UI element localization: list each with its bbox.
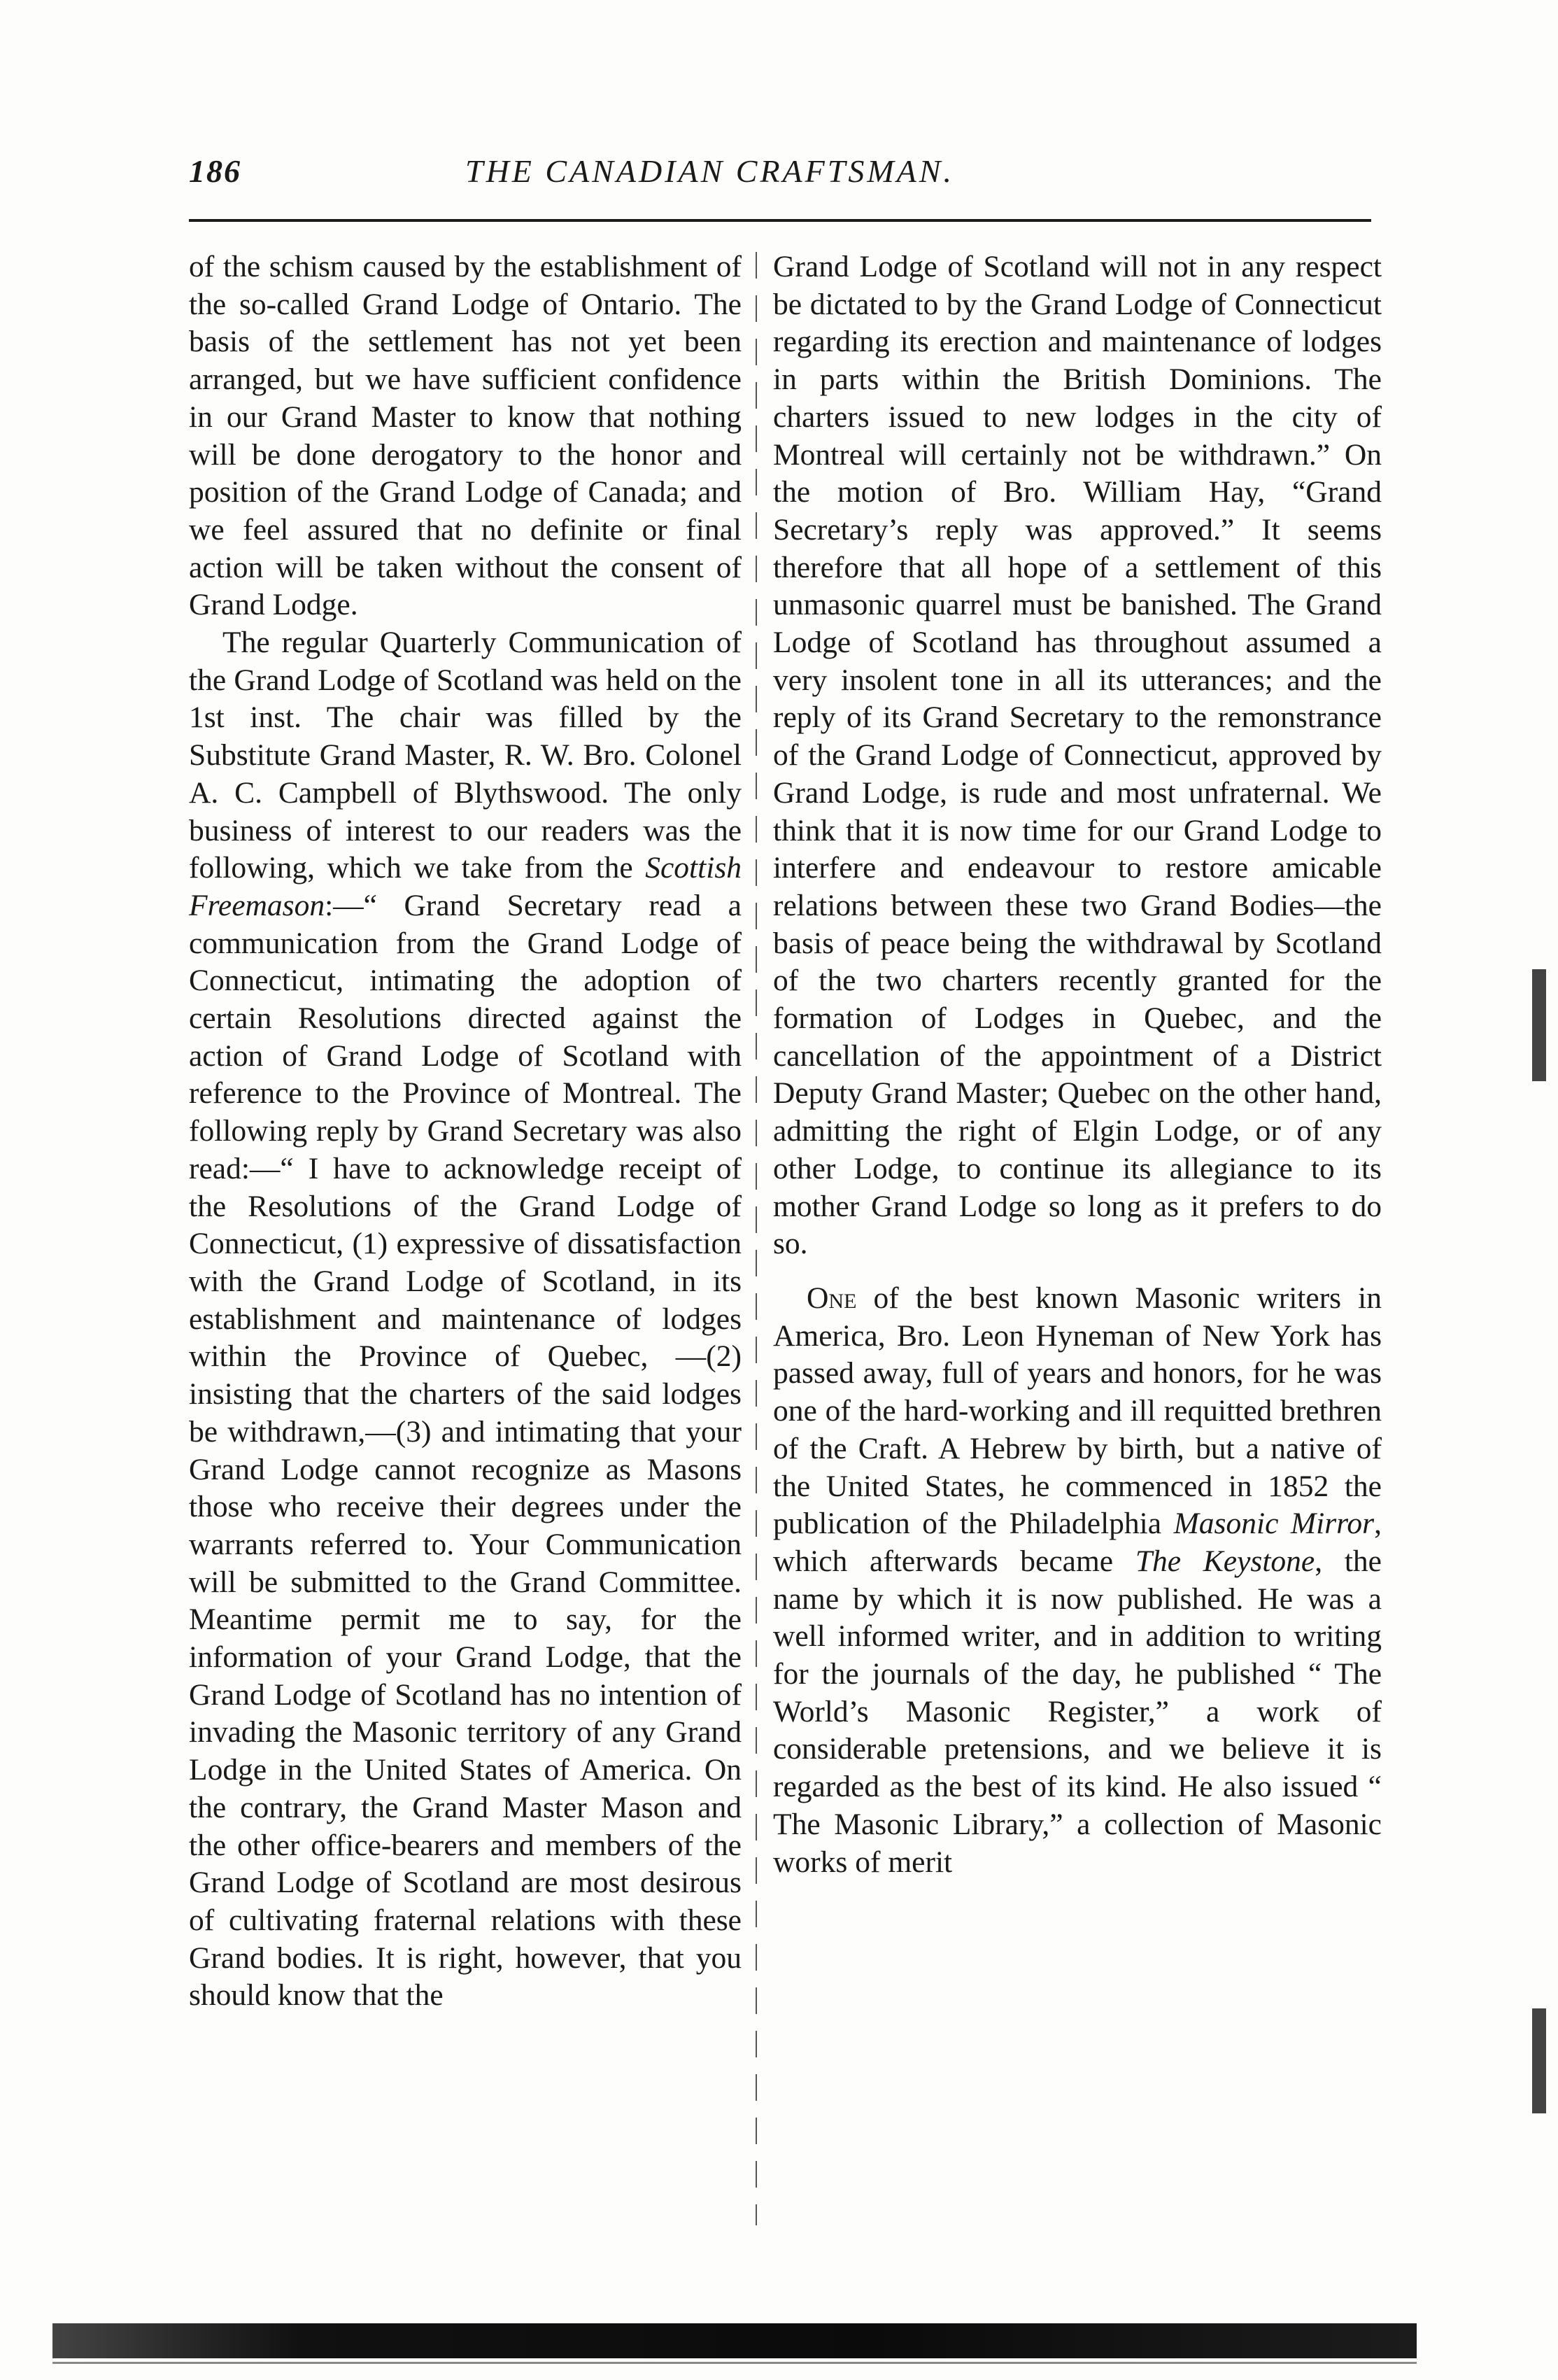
paragraph-grand-lodge-scotland-reply: Grand Lodge of Scotland will not in any respect be dictated to by the Grand Lodge of Connecticut regarding its erection and maintenance of lodges in parts within the British Dominions. The charters issued to new lodges in the city of Montreal will certainly not be withdrawn.” On the motion of Bro. William Hay, “Grand Secretary’s reply was approved.” It seems therefore that all hope of a settlement of this unmasonic quarrel must be banished. The Grand Lodge of Scotland has throughout assumed a very insolent tone in all its utterances; and the reply of its Grand Secretary to the remonstrance of the Grand Lodge of Connecticut, approved by Grand Lodge, is rude and most unfraternal. We think that it is now time for our Grand Lodge to interfere and endeavour to restore amicable relations between these two Grand Bodies—the basis of peace being the withdrawal by Scotland of the two charters recently granted for the formation of Lodges in Quebec, and the cancellation of the appointment of a District Deputy Grand Master; Quebec on the other hand, admitting the right of Elgin Lodge, or of any other Lodge, to continue its allegiance to its mother Grand Lodge so long as it prefers to do so.: [773, 250, 1382, 1261]
paragraph-quarterly-communication: [189, 624, 742, 2015]
keystone-title: The Keystone: [1135, 1544, 1315, 1578]
hyneman-text-1: of the best known Masonic writers in America, Bro. Leon Hyneman of New York has passed away, full of years and honors, for he was one of the hard-working and ill requitted brethren of the Craft. A Hebrew by birth, but a native of the United States, he commenced in 1852 the publication of the Philadelphia: [773, 1281, 1382, 1541]
hyneman-text-3: , the name by which it is now published. He was a well informed writer, and in addition to writing for the journals of the day, he published “ The World’s Masonic Register,” a work of considerable pretensions, and we believe it is regarded as the best of its kind. He also issued “ The Masonic Library,” a collection of Masonic works of merit: [773, 1544, 1382, 1879]
paragraph-grand-lodge-canada: of the schism caused by the establishment of the so-called Grand Lodge of Ontario. The basis of the settlement has not yet been arranged, but we have sufficient confidence in our Grand Master to know that nothing will be done derogatory to the honor and position of the Grand Lodge of Canada; and we feel assured that no definite or final action will be taken without the consent of Grand Lodge.: [189, 250, 742, 622]
masonic-mirror-title: Masonic Mirror: [1173, 1507, 1375, 1541]
page-number: 186: [189, 153, 241, 189]
left-column: [189, 248, 742, 2015]
quarterly-text-rest: :—“ Grand Secretary read a communication from the Grand Lodge of Connecticut, intimating the adoption of certain Resolutions directed against the action of Grand Lodge of Scotland with reference to the Province of Montreal. The following reply by Grand Secretary was also read:—“ I have to acknowledge receipt of the Resolutions of the Grand Lodge of Connecticut, (1) expressive of dissatisfaction with the Grand Lodge of Scotland, in its establishment and maintenance of lodges within the Province of Quebec, —(2) insisting that the charters of the said lodges be withdrawn,—(3) and intimating that your Grand Lodge cannot recognize as Masons those who receive their degrees under the warrants referred to. Your Communication will be submitted to the Grand Committee. Meantime permit me to say, for the information of your Grand Lodge, that the Grand Lodge of Scotland has no intention of invading the Masonic territory of any Grand Lodge in the United States of America. On the contrary, the Grand Master Mason and the other office-bearers and members of the Grand Lodge of Scotland are most desirous of cultivating fraternal relations with these Grand bodies. It is right, however, that you should know that the: [189, 888, 742, 2013]
column-divider: [756, 252, 757, 2225]
scan-bottom-bar: [52, 2323, 1417, 2358]
scottish-freemason-title: Scottish Freemason: [189, 851, 742, 922]
scan-edge-mark: [1532, 969, 1546, 1081]
lead-word: One: [807, 1281, 857, 1315]
page-header: [189, 153, 1368, 202]
right-column: [773, 248, 1382, 1881]
quarterly-text-start: The regular Quarterly Communication of the Grand Lodge of Scotland was held on the 1st inst. The chair was filled by the Substitute Grand Master, R. W. Bro. Colonel A. C. Campbell of Blythswood. The only business of interest to our readers was the following, which we take from the: [189, 626, 742, 885]
hyneman-text-2: , which afterwards became: [773, 1507, 1382, 1578]
scan-edge-mark: [1532, 2008, 1546, 2113]
running-title: THE CANADIAN CRAFTSMAN.: [465, 153, 954, 189]
header-rule: [189, 219, 1371, 222]
paragraph-leon-hyneman: [773, 1280, 1382, 1881]
